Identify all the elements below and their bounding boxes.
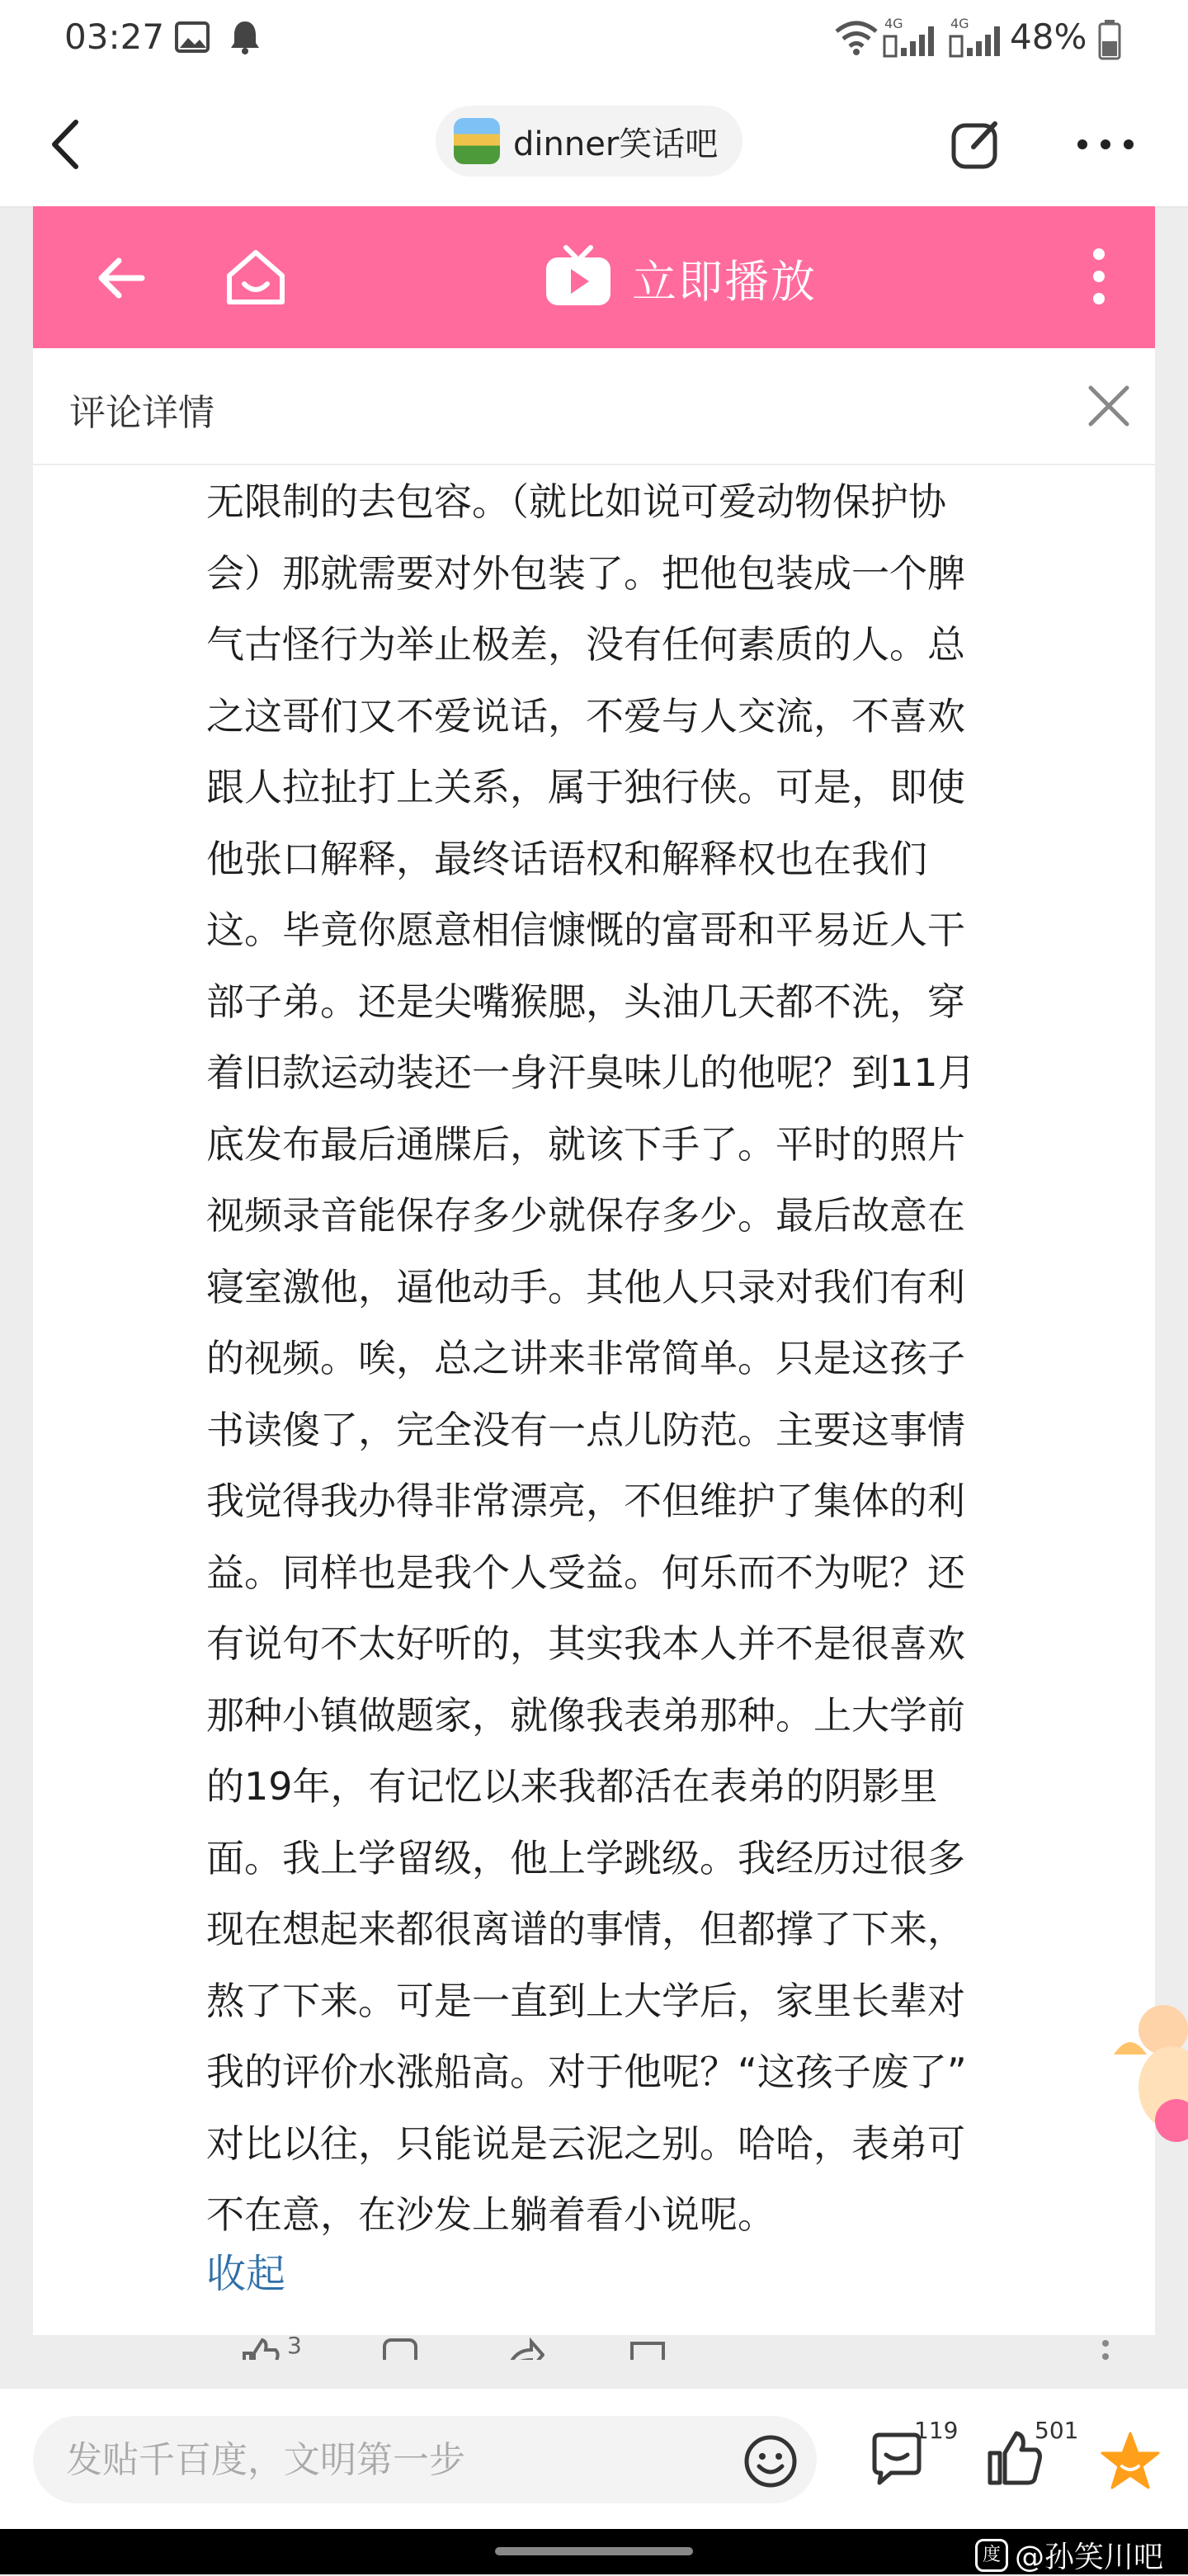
home-gesture-handle[interactable] — [495, 2547, 693, 2555]
bottom-bar — [0, 2389, 1188, 2529]
comment-body: 无限制的去包容。（就比如说可爱动物保护协 会）那就需要对外包装了。把他包装成一个脾 气古怪行为举止极差，没有任何素质的人。总 之这哥们又不爱说话，不爱与人交流，不喜欢 跟人拉扯打上关系，属于独行侠。可是，即使 他张口解释，最终话语权和解释权也在我们 这。毕竟你愿意相信慷慨的富哥和平易近人干 部子弟。还是尖嘴猴腮，头油几天都不洗，穿 着旧款运动装还一身汗臭味儿的他呢？到11月 底发布最后通牒后，就该下手了。平时的照片 视频录音能保存多少就保存多少。最后故意在 寝室激他，逼他动手。其他人只录对我们有利 的视频。唉，总之讲来非常简单。只是这孩子 书读傻了，完全没有一点儿防范。主要这事情 我觉得我办得非常漂亮，不但维护了集体的利 益。同样也是我个人受益。何乐而不为呢？还 有说句不太好听的，其实我本人并不是很喜欢 那种小镇做题家，就像我表弟那种。上大学前 的19年，有记忆以来我都活在表弟的阴影里 面。我上学留级，他上学跳级。我经历过很多 现在想起来都很离谱的事情，但都撑了下来， 熬了下来。可是一直到上大学后，家里长辈对 我的评价水涨船高。对于他呢？“这孩子废了” 对比以往，只能说是云泥之别。哈哈，表弟可 不在意，在沙发上躺着看小说呢。 — [206, 479, 976, 2237]
system-nav-bar — [0, 2529, 1188, 2574]
reply-icon[interactable] — [627, 2335, 668, 2360]
tv-play-icon — [543, 244, 614, 312]
battery-percent: 48% — [1010, 17, 1087, 57]
signal-icon — [883, 15, 940, 63]
back-arrow-icon[interactable] — [43, 116, 92, 173]
edit-icon[interactable] — [949, 117, 1003, 172]
comment-count: 119 — [914, 2417, 959, 2444]
image-icon — [173, 18, 211, 59]
forum-name: dinner笑话吧 — [513, 125, 719, 163]
comment-detail-card — [33, 206, 1155, 2359]
vertical-more-icon[interactable] — [1097, 2335, 1114, 2360]
comment-action-row — [190, 2327, 1138, 2360]
watermark — [975, 2534, 1163, 2576]
more-icon[interactable] — [1072, 132, 1138, 157]
share-icon[interactable] — [503, 2335, 544, 2360]
home-icon[interactable] — [223, 244, 289, 310]
mascot-sticker[interactable] — [1097, 1997, 1188, 2145]
baidu-logo: 度 — [975, 2539, 1008, 2572]
status-time: 03:27 — [64, 17, 165, 57]
reply-input[interactable] — [33, 2416, 817, 2503]
play-now-button[interactable] — [543, 241, 817, 315]
battery-icon — [1097, 18, 1122, 64]
forum-avatar — [454, 118, 500, 164]
play-now-label: 立即播放 — [632, 255, 817, 308]
detail-title: 评论详情 — [69, 392, 214, 434]
thumbs-up-icon[interactable] — [239, 2335, 280, 2360]
vertical-more-icon[interactable] — [1089, 239, 1109, 314]
comment-icon[interactable] — [380, 2335, 421, 2360]
back-arrow-icon[interactable] — [92, 249, 150, 307]
star-icon[interactable] — [1099, 2430, 1162, 2493]
status-bar — [0, 0, 1188, 83]
bell-icon — [226, 18, 264, 59]
like-count-partial: 3 — [287, 2332, 302, 2359]
watermark-text: @孙笑川吧 — [1014, 2541, 1163, 2574]
player-bar — [33, 206, 1155, 348]
detail-header — [33, 348, 1155, 465]
svg-text:4G: 4G — [884, 16, 903, 31]
close-icon[interactable] — [1086, 383, 1132, 429]
wifi-icon — [833, 20, 879, 59]
emoji-icon[interactable] — [742, 2433, 799, 2489]
signal-icon — [949, 15, 1006, 63]
forum-pill[interactable] — [436, 106, 742, 177]
collapse-link[interactable]: 收起 — [206, 2251, 286, 2297]
svg-text:4G: 4G — [950, 16, 969, 31]
like-count: 501 — [1035, 2417, 1079, 2444]
top-nav — [0, 83, 1188, 208]
